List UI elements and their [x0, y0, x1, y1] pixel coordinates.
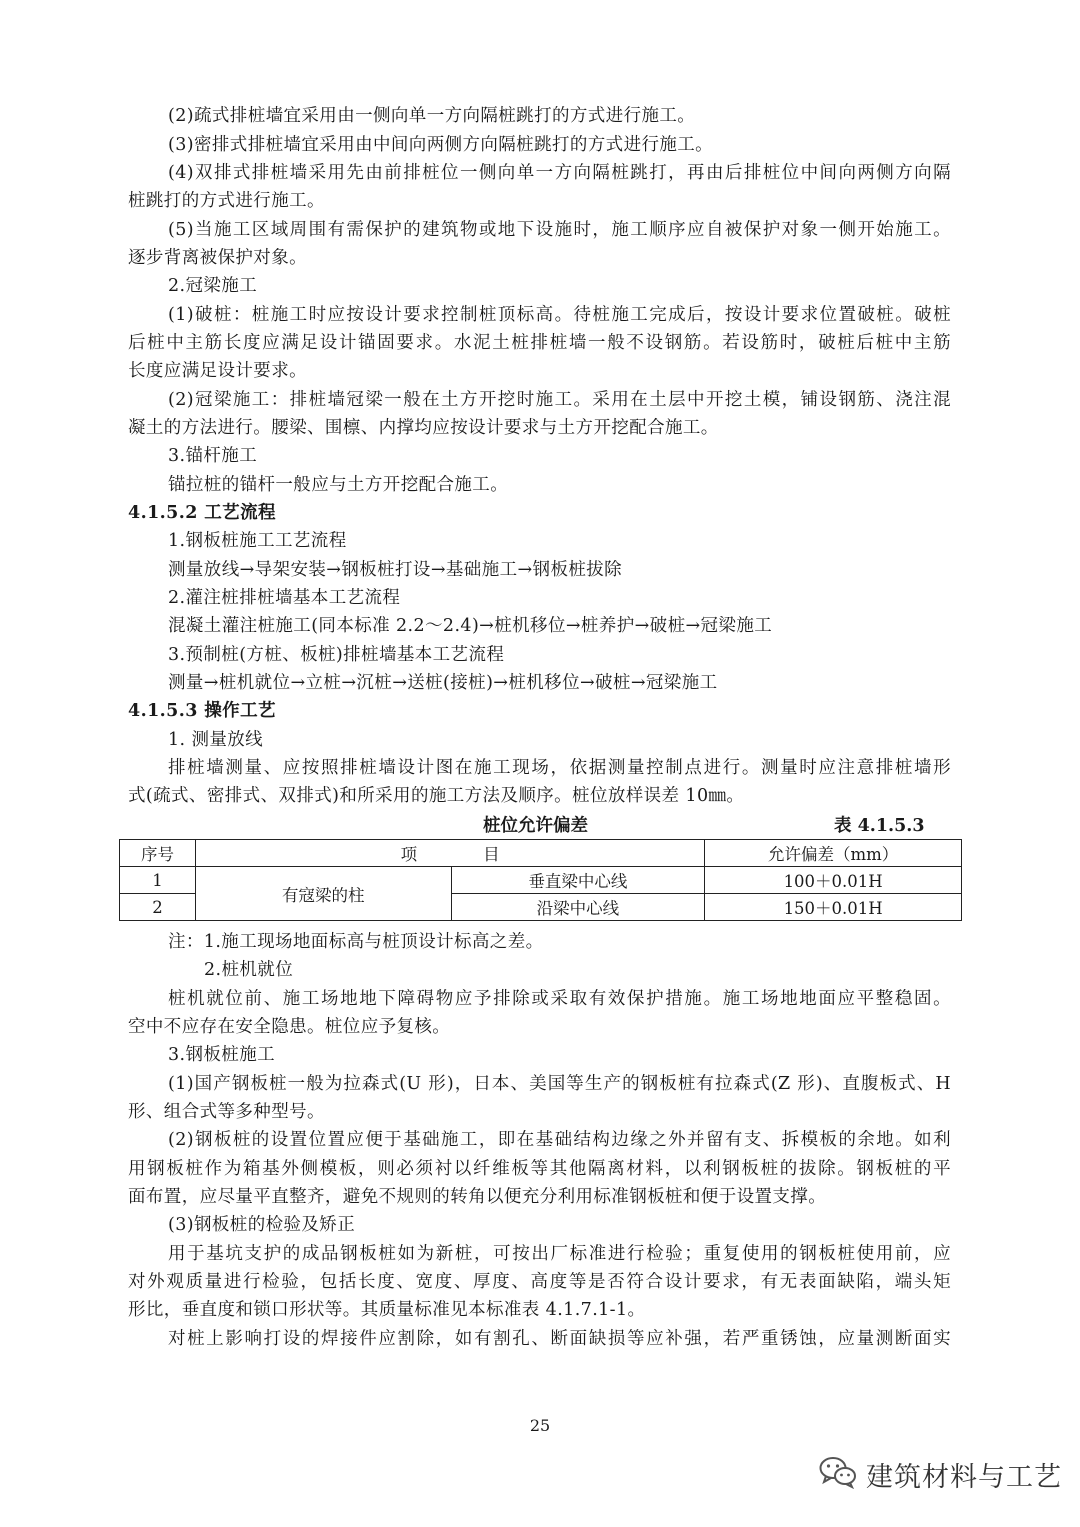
watermark-text: 建筑材料与工艺 [866, 1461, 1062, 1493]
text-line: 对外观质量进行检验，包括长度、宽度、厚度、高度等是否符合设计要求，有无表面缺陷，端头矩 [128, 1272, 951, 1292]
row-group-label: 有寇梁的柱 [195, 867, 451, 921]
wechat-icon [818, 1455, 858, 1493]
section-heading: (3)钢板桩的检验及矫正 [168, 1215, 356, 1235]
text-line: (4)双排式排桩墙采用先由前排桩位一侧向单一方向隔桩跳打，再由后排桩位中间向两侧方向隔 [168, 163, 951, 183]
header-item: 项 目 [195, 840, 704, 867]
flow-line: 测量→桩机就位→立桩→沉桩→送桩(接桩)→桩机移位→破桩→冠梁施工 [168, 673, 718, 693]
text-line: (2)钢板桩的设置位置应便于基础施工，即在基础结构边缘之外并留有支、拆模板的余地。如利 [168, 1130, 951, 1150]
table-header-row [120, 840, 962, 867]
heading-4-1-5-3: 4.1.5.3 操作工艺 [128, 701, 276, 721]
section-heading: 3.钢板桩施工 [168, 1045, 275, 1065]
text-line: 桩机就位前、施工场地地下障碍物应予排除或采取有效保护措施。施工场地地面应平整稳固。 [168, 989, 951, 1009]
table-number: 表 4.1.5.3 [834, 816, 925, 836]
row-seq: 2 [120, 894, 196, 921]
page-number: 25 [529, 1416, 551, 1435]
row-item: 垂直梁中心线 [451, 867, 705, 894]
text-line: (2)冠梁施工：排桩墙冠梁一般在土方开挖时施工。采用在土层中开挖土模，铺设钢筋、浇注混 [168, 390, 951, 410]
text-line: 空中不应存在安全隐患。桩位应予复核。 [128, 1017, 451, 1037]
text-line: (3)密排式排桩墙宜采用由中间向两侧方向隔桩跳打的方式进行施工。 [168, 135, 714, 155]
text-line: 面布置，应尽量平直整齐，避免不规则的转角以便充分利用标准钢板桩和便于设置支撑。 [128, 1187, 827, 1207]
section-heading: 1. 测量放线 [168, 730, 264, 750]
row-tolerance: 100＋0.01H [705, 867, 962, 894]
section-heading: 3.预制桩(方桩、板桩)排桩墙基本工艺流程 [168, 645, 505, 665]
flow-line: 测量放线→导架安装→钢板桩打设→基础施工→钢板桩拔除 [168, 560, 623, 580]
row-tolerance: 150＋0.01H [705, 894, 962, 921]
text-line: 对桩上影响打设的焊接件应割除，如有割孔、断面缺损等应补强，若严重锈蚀，应量测断面实 [168, 1329, 951, 1349]
text-line: (5)当施工区域周围有需保护的建筑物或地下设施时，施工顺序应自被保护对象一侧开始施工。 [168, 220, 951, 240]
text-line: 形、组合式等多种型号。 [128, 1102, 325, 1122]
row-seq: 1 [120, 867, 196, 894]
text-line: 后桩中主筋长度应满足设计锚固要求。水泥土桩排桩墙一般不设钢筋。若设筋时，破桩后桩中主筋 [128, 333, 951, 353]
text-line: 桩跳打的方式进行施工。 [128, 191, 325, 211]
text-line: 逐步背离被保护对象。 [128, 248, 307, 268]
heading-4-1-5-2: 4.1.5.2 工艺流程 [128, 503, 276, 523]
text-line: (1)破桩：桩施工时应按设计要求控制桩顶标高。待桩施工完成后，按设计要求位置破桩。破桩 [168, 305, 951, 325]
text-line: 排桩墙测量、应按照排桩墙设计图在施工现场，依据测量控制点进行。测量时应注意排桩墙形 [168, 758, 951, 778]
section-heading: 2.冠梁施工 [168, 276, 258, 296]
header-seq: 序号 [120, 840, 196, 867]
text-line: 用于基坑支护的成品钢板桩如为新桩，可按出厂标准进行检验；重复使用的钢板桩使用前，应 [168, 1244, 951, 1264]
text-line: (2)疏式排桩墙宜采用由一侧向单一方向隔桩跳打的方式进行施工。 [168, 106, 696, 126]
table-title: 桩位允许偏差 [483, 816, 588, 836]
section-heading: 3.锚杆施工 [168, 446, 258, 466]
tolerance-table [119, 839, 962, 921]
table-row [120, 867, 962, 894]
text-line: (1)国产钢板桩一般为拉森式(U 形)，日本、美国等生产的钢板桩有拉森式(Z 形)、直腹板式、H [168, 1074, 951, 1094]
text-line: 锚拉桩的锚杆一般应与土方开挖配合施工。 [168, 475, 509, 495]
header-tolerance: 允许偏差（mm） [705, 840, 962, 867]
row-item: 沿梁中心线 [451, 894, 705, 921]
table-note: 注：1.施工现场地面标高与桩顶设计标高之差。 [168, 932, 544, 952]
flow-line: 混凝土灌注桩施工(同本标准 2.2～2.4)→桩机移位→桩养护→破桩→冠梁施工 [168, 616, 773, 636]
text-line: 凝土的方法进行。腰梁、围檩、内撑均应按设计要求与土方开挖配合施工。 [128, 418, 719, 438]
text-line: 长度应满足设计要求。 [128, 361, 307, 381]
text-line: 式(疏式、密排式、双排式)和所采用的施工方法及顺序。桩位放样误差 10㎜。 [128, 786, 745, 806]
watermark [818, 1454, 1062, 1494]
text-line: 用钢板桩作为箱基外侧模板，则必须衬以纤维板等其他隔离材料，以利钢板桩的拔除。钢板桩的平 [128, 1159, 951, 1179]
section-heading: 2.桩机就位 [204, 960, 294, 980]
section-heading: 2.灌注桩排桩墙基本工艺流程 [168, 588, 401, 608]
section-heading: 1.钢板桩施工工艺流程 [168, 531, 347, 551]
text-line: 形比，垂直度和锁口形状等。其质量标准见本标准表 4.1.7.1-1。 [128, 1300, 646, 1320]
